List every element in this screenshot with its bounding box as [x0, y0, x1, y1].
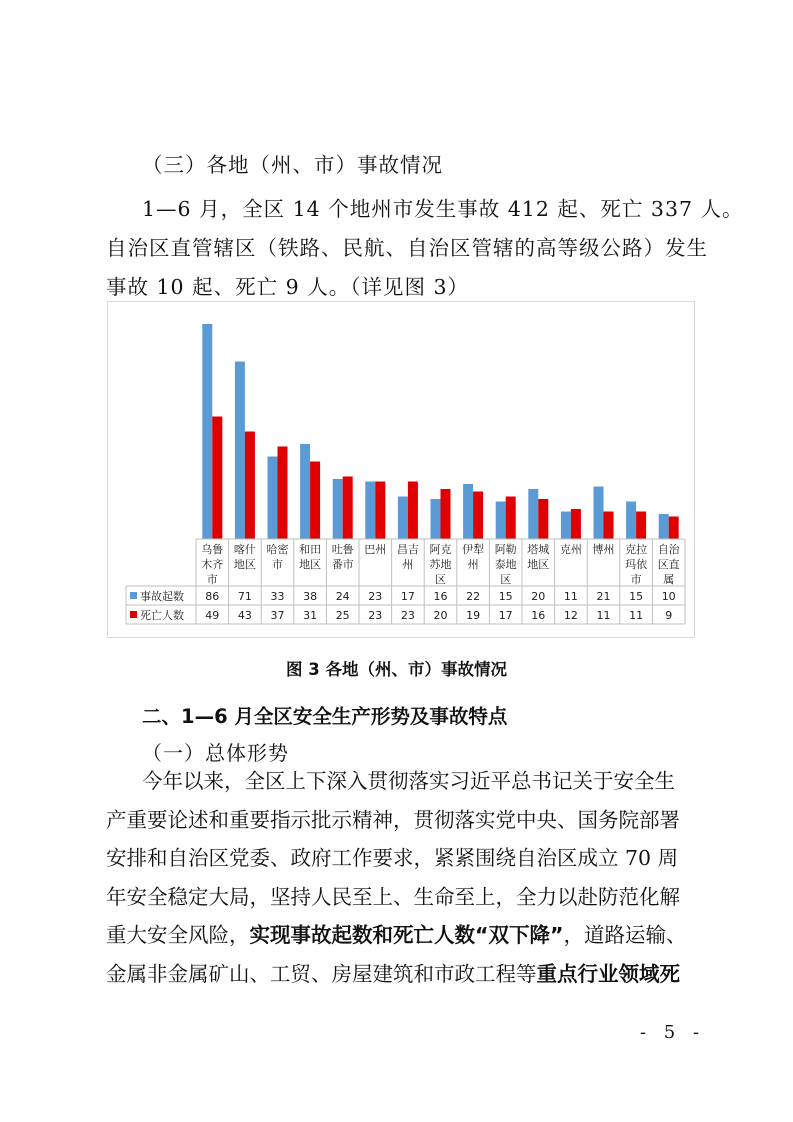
- data-value-label: 15: [498, 590, 513, 603]
- data-value-label: 23: [368, 590, 383, 603]
- category-label: 苏地: [429, 558, 452, 571]
- category-label: 市: [206, 573, 218, 586]
- data-value-label: 38: [303, 590, 318, 603]
- category-label: 乌鲁: [201, 543, 224, 556]
- summary-line-2: 自治区直管辖区（铁路、民航、自治区管辖的高等级公路）发生: [106, 236, 708, 260]
- category-label: 吐鲁: [331, 543, 354, 556]
- data-value-label: 24: [335, 590, 350, 603]
- summary-line-1: 1—6 月，全区 14 个地州市发生事故 412 起、死亡 337 人。: [142, 197, 744, 221]
- paragraph-line: [106, 955, 696, 994]
- data-value-label: 25: [335, 609, 350, 622]
- bar-deaths: [408, 482, 418, 540]
- page-number: - 5 -: [640, 1022, 706, 1043]
- paragraph-text: ，道路运输、: [563, 923, 687, 947]
- emphasis-text: 重点行业领域死: [536, 961, 680, 986]
- emphasis-text: 实现事故起数和死亡人数“双下降”: [249, 923, 564, 947]
- paragraph-line: [106, 916, 696, 955]
- bar-accidents: [202, 324, 212, 539]
- bar-deaths: [278, 447, 288, 540]
- bar-deaths: [310, 462, 320, 540]
- data-value-label: 23: [368, 609, 383, 622]
- bar-deaths: [669, 517, 679, 540]
- bar-accidents: [431, 499, 441, 539]
- subsection-heading-overall: （一）总体形势: [142, 741, 289, 765]
- regional-accident-chart: [107, 301, 695, 638]
- category-label: 地区: [233, 558, 256, 571]
- category-label: 巴州: [364, 543, 387, 556]
- data-value-label: 21: [596, 590, 611, 603]
- bar-deaths: [571, 509, 581, 539]
- category-label: 区直: [657, 558, 680, 571]
- data-value-label: 49: [205, 609, 220, 622]
- data-value-label: 15: [629, 590, 644, 603]
- paragraph-line: [106, 801, 696, 840]
- bar-accidents: [398, 497, 408, 540]
- data-value-label: 71: [237, 590, 252, 603]
- data-value-label: 10: [661, 590, 676, 603]
- data-value-label: 86: [205, 590, 220, 603]
- data-value-label: 17: [400, 590, 415, 603]
- data-value-label: 11: [596, 609, 611, 622]
- data-value-label: 17: [498, 609, 513, 622]
- paragraph-text: 金属非金属矿山、工贸、房屋建筑和市政工程等: [106, 961, 537, 986]
- data-value-label: 9: [665, 609, 673, 622]
- category-label: 塔城: [527, 543, 550, 556]
- category-label: 玛依: [625, 558, 648, 571]
- figure-caption: 图 3 各地（州、市）事故情况: [286, 660, 507, 679]
- summary-line-3: 事故 10 起、死亡 9 人。（详见图 3）: [106, 275, 470, 299]
- paragraph-text: 重大安全风险，: [106, 923, 250, 947]
- category-label: 市: [272, 558, 283, 571]
- bar-accidents: [268, 457, 278, 540]
- bar-accidents: [659, 514, 669, 539]
- category-label: 喀什: [233, 543, 256, 556]
- data-value-label: 43: [237, 609, 252, 622]
- category-label: 市: [630, 573, 642, 586]
- data-value-label: 37: [270, 609, 285, 622]
- bar-deaths: [343, 477, 353, 540]
- bar-accidents: [528, 489, 538, 539]
- data-value-label: 31: [303, 609, 318, 622]
- section-heading-regional: （三）各地（州、市）事故情况: [142, 153, 443, 177]
- category-label: 阿勒: [494, 543, 517, 556]
- category-label: 地区: [299, 558, 322, 571]
- legend-label: 事故起数: [140, 590, 184, 603]
- bar-deaths: [212, 417, 222, 540]
- legend-swatch: [130, 611, 137, 618]
- legend-swatch: [130, 592, 137, 599]
- data-value-label: 20: [433, 609, 448, 622]
- paragraph-line: [106, 878, 696, 917]
- category-label: 伊犁: [462, 543, 485, 556]
- bar-deaths: [538, 499, 548, 539]
- bar-accidents: [496, 502, 506, 540]
- data-value-label: 22: [466, 590, 481, 603]
- category-label: 自治: [657, 543, 680, 556]
- data-value-label: 11: [563, 590, 578, 603]
- category-label: 州: [402, 558, 414, 571]
- category-label: 泰地: [494, 558, 517, 571]
- data-value-label: 33: [270, 590, 285, 603]
- category-label: 昌吉: [396, 543, 419, 556]
- bar-deaths: [375, 482, 385, 540]
- paragraph-text: 今年以来，全区上下深入贯彻落实习近平总书记关于安全生: [142, 769, 675, 793]
- bar-accidents: [626, 502, 636, 540]
- category-label: 哈密: [266, 543, 289, 556]
- category-label: 属: [663, 573, 675, 586]
- bar-deaths: [604, 512, 614, 540]
- data-value-label: 16: [433, 590, 448, 603]
- overall-situation-paragraph: [106, 762, 696, 993]
- legend-label: 死亡人数: [140, 609, 184, 622]
- paragraph-line: [106, 762, 696, 801]
- chart-canvas: [108, 302, 694, 637]
- category-label: 区: [500, 573, 512, 586]
- bar-accidents: [463, 484, 473, 539]
- paragraph-text: 产重要论述和重要指示批示精神，贯彻落实党中央、国务院部署: [106, 807, 680, 832]
- bar-accidents: [594, 487, 604, 540]
- data-value-label: 23: [400, 609, 415, 622]
- bar-accidents: [365, 482, 375, 540]
- bar-deaths: [441, 489, 451, 539]
- category-label: 克拉: [625, 543, 648, 556]
- category-label: 博州: [592, 543, 615, 556]
- category-label: 州: [467, 558, 479, 571]
- category-label: 番市: [331, 558, 354, 571]
- bar-accidents: [333, 479, 343, 539]
- data-value-label: 19: [466, 609, 481, 622]
- data-value-label: 11: [629, 609, 644, 622]
- bar-accidents: [561, 512, 571, 540]
- paragraph-text: 年安全稳定大局，坚持人民至上、生命至上，全力以赴防范化解: [106, 884, 680, 909]
- bar-deaths: [245, 432, 255, 540]
- paragraph-text: 安排和自治区党委、政府工作要求，紧紧围绕自治区成立 70 周: [106, 846, 679, 870]
- category-label: 克州: [559, 543, 582, 556]
- paragraph-line: [106, 839, 696, 878]
- section-heading-situation: 二、1—6 月全区安全生产形势及事故特点: [142, 705, 508, 728]
- bar-deaths: [636, 512, 646, 540]
- bar-accidents: [235, 362, 245, 540]
- bar-deaths: [473, 492, 483, 540]
- bar-deaths: [506, 497, 516, 540]
- data-value-label: 16: [531, 609, 546, 622]
- data-value-label: 20: [531, 590, 546, 603]
- category-label: 和田: [299, 543, 322, 556]
- data-value-label: 12: [563, 609, 578, 622]
- category-label: 地区: [527, 558, 550, 571]
- category-label: 区: [435, 573, 446, 586]
- bar-accidents: [300, 444, 310, 539]
- category-label: 阿克: [429, 543, 452, 556]
- category-label: 木齐: [201, 558, 224, 571]
